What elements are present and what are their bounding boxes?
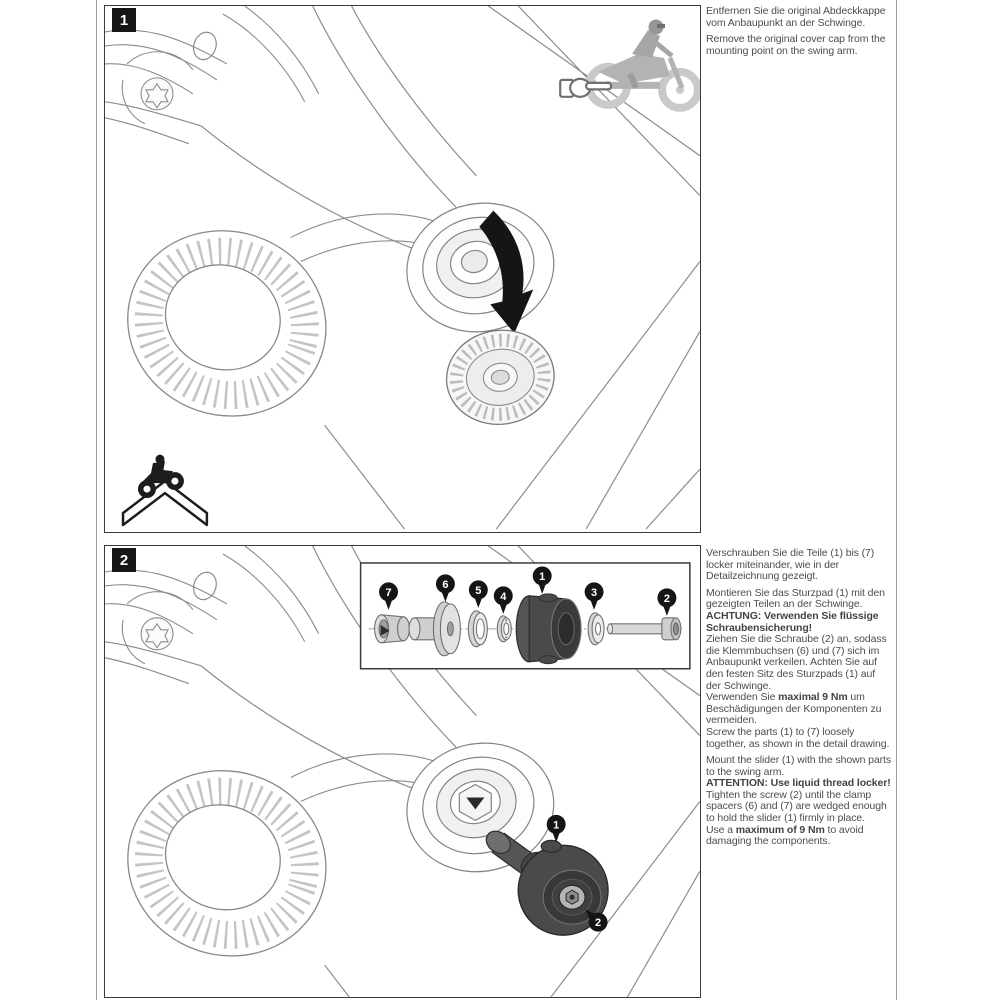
page-left-rule [96,0,97,1000]
step-1-panel [104,5,701,533]
step-2-german-p2: Montieren Sie das Sturzpad (1) mit den gezeigten Teilen an der Schwinge. [706,586,885,611]
step-2-english-p2: Mount the slider (1) with the shown parts to the swing arm. [706,754,891,778]
svg-text:2: 2 [663,592,670,605]
step-number-badge: 1 [112,8,136,32]
step-1-text-english: Remove the original cover cap from the mounting point on the swing arm. [706,33,886,57]
svg-text:1: 1 [539,570,546,583]
step-1-drawing [105,6,700,532]
part-5-washer [468,611,487,647]
step-2-instructions [706,548,892,848]
part-4-washer [497,616,511,642]
svg-text:6: 6 [442,578,449,591]
step-1-text-german: Entfernen Sie die original Abdeckkappe vom Anbaupunkt an der Schwinge. [706,5,886,29]
svg-text:2: 2 [595,917,602,930]
svg-text:4: 4 [500,590,507,603]
motorcycle-locator-icon [560,19,698,107]
detail-drawing-frame [361,563,690,669]
part-3-washer [588,613,604,645]
torque-value-de: maximal 9 Nm [778,691,848,704]
assembly-balloon-1 [547,815,566,842]
page-right-rule [896,0,897,1000]
svg-text:7: 7 [385,586,392,599]
cover-cap [440,323,560,431]
step-2-german-p1: Verschrauben Sie die Teile (1) bis (7) locker miteinander, wie in der Detailzeichnung gezeigt. [706,547,875,583]
rider-direction-icon [123,455,207,525]
step-2-panel [104,545,701,998]
torque-value-en: maximum of 9 Nm [735,823,825,836]
svg-text:3: 3 [591,586,598,599]
part-1-slider-pad [516,594,581,664]
svg-text:1: 1 [553,819,560,832]
step-2-german-p3: Ziehen Sie die Schraube (2) an, sodass die Klemmbuchsen (6) und (7) sich im Anbaupunkt verkeilen. Achten Sie auf den festen Sitz des Sturzpads (1) auf der Schwinge. [706,633,887,692]
step-2-english-warning: ATTENTION: Use liquid thread locker! [706,777,891,790]
part-7-clamp-spacer [375,615,410,643]
step-1-instructions [706,6,892,62]
assembled-slider [482,827,608,935]
step-2-german-torque: Verwenden Sie maximal 9 Nm um Beschädigungen der Komponenten zu vermeiden. [706,691,882,727]
svg-text:5: 5 [475,584,482,597]
step-2-english-p3: Tighten the screw (2) until the clamp spacers (6) and (7) are wedged enough to hold the slider (1) firmly in place. [706,788,887,825]
step-2-english-p1: Screw the parts (1) to (7) loosely together, as shown in the detail drawing. [706,725,890,750]
step-number-badge: 2 [112,548,136,572]
step-2-english-torque: Use a maximum of 9 Nm to avoid damaging the components. [706,823,864,848]
step-2-german-warning: ACHTUNG: Verwenden Sie flüssige Schraubensicherung! [706,609,879,634]
step-2-drawing [105,546,700,997]
